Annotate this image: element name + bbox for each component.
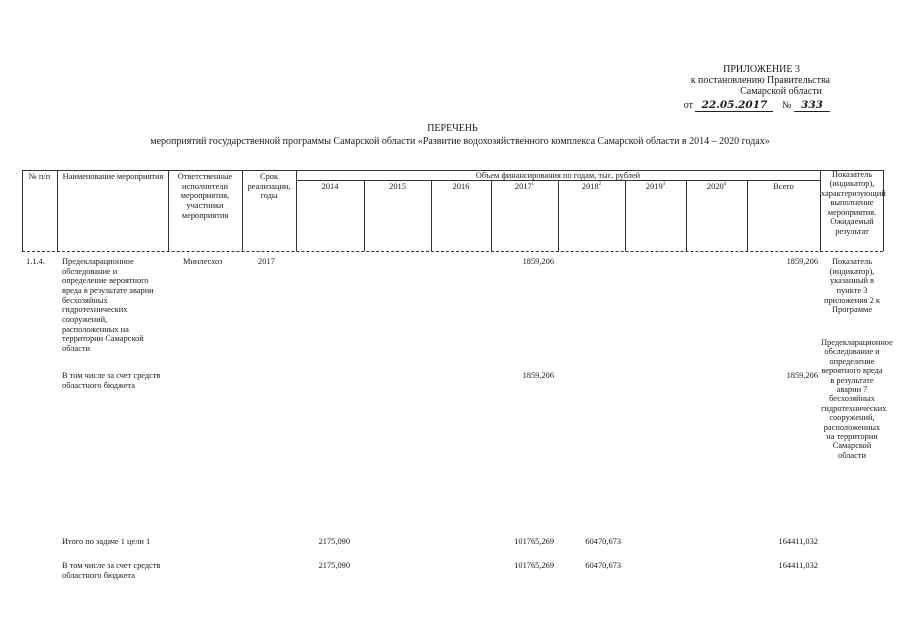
header-responsible: Ответственные исполнители мероприятия, участники мероприятия <box>177 172 233 220</box>
budget-row-2018: 60470,673 <box>585 561 621 570</box>
header-year-2019: 2019$^3$ <box>645 182 666 191</box>
header-indicator: Показатель (индикатор), характеризующий выполнение мероприятия. Ожидаемый результат <box>821 170 886 236</box>
row-indicator-1: Показатель (индикатор), указанный в пункте 3 приложения 2 к Программе <box>824 257 880 315</box>
row-responsible: Минлесхоз <box>183 257 223 266</box>
header-funding: Объем финансирования по годам, тыс. рублей <box>475 171 641 180</box>
total-row-total: 164411,032 <box>778 537 818 546</box>
budget-row-2017: 101765,269 <box>514 561 554 570</box>
header-name: Наименование мероприятия <box>62 172 164 181</box>
col-line <box>168 170 169 251</box>
header-year-2014: 2014 <box>321 182 339 191</box>
header-term: Срок реализации, годы <box>247 172 291 201</box>
handwritten-date: 22.05.2017 <box>695 100 773 113</box>
header-total: Всего <box>773 182 794 191</box>
appendix-line-1: к постановлению Правительства <box>690 75 830 87</box>
row-value-2017: 1859,206 <box>522 257 554 266</box>
appendix-date-line <box>620 100 830 113</box>
appendix-title: ПРИЛОЖЕНИЕ 3 <box>723 64 800 75</box>
header-year-2018: 2018$^2$ <box>581 182 602 191</box>
header-year-2020: 2020$^4$ <box>706 182 727 191</box>
document-subtitle: мероприятий государственной программы Самарской области «Развитие водохозяйственного комплекса Самарской области в 2014 – 2020 годах» <box>150 136 770 147</box>
budget-row-label: В том числе за счет средств областного бюджета <box>62 561 161 580</box>
row-total: 1859,206 <box>786 257 818 266</box>
header-year-2017: 2017$^1$ <box>514 182 535 191</box>
row-sub-label: В том числе за счет средств областного бюджета <box>62 371 161 390</box>
budget-row-total: 164411,032 <box>778 561 818 570</box>
number-prefix: № <box>781 99 792 111</box>
row-name: Предекларационное обследование и определение вероятного вреда в результате аварии бесхозяйных гидротехнических сооружений, расположенных на территории Самарской области <box>62 257 154 353</box>
header-number: № п/п <box>28 172 51 181</box>
row-indicator-2: Предекларационное обследование и определение вероятного вреда в результате аварии 7 бесхозяйных гидротехнических сооружений, расположенных на территории Самарской области <box>821 338 893 460</box>
row-number: 1.1.4. <box>26 257 45 266</box>
col-line <box>242 170 243 251</box>
row-term: 2017 <box>258 257 275 266</box>
budget-row-2014: 2175,090 <box>318 561 350 570</box>
col-line <box>22 170 23 251</box>
appendix-block <box>620 64 830 112</box>
header-bottom-border <box>22 251 883 252</box>
appendix-line-2: Самарской области <box>740 86 822 98</box>
total-row-2014: 2175,090 <box>318 537 350 546</box>
document-title: ПЕРЕЧЕНЬ <box>427 123 478 134</box>
header-year-2015: 2015 <box>389 182 406 191</box>
header-year-2016: 2016 <box>452 182 470 191</box>
date-prefix: от <box>683 99 693 111</box>
row-sub-total: 1859,206 <box>786 371 818 380</box>
total-row-2017: 101765,269 <box>514 537 554 546</box>
col-line <box>57 170 58 251</box>
col-line <box>883 170 884 251</box>
total-row-2018: 60470,673 <box>585 537 621 546</box>
row-sub-value-2017: 1859,206 <box>522 371 554 380</box>
handwritten-number: 333 <box>794 100 830 113</box>
total-row-label: Итого по задаче 1 цели 1 <box>62 537 151 546</box>
